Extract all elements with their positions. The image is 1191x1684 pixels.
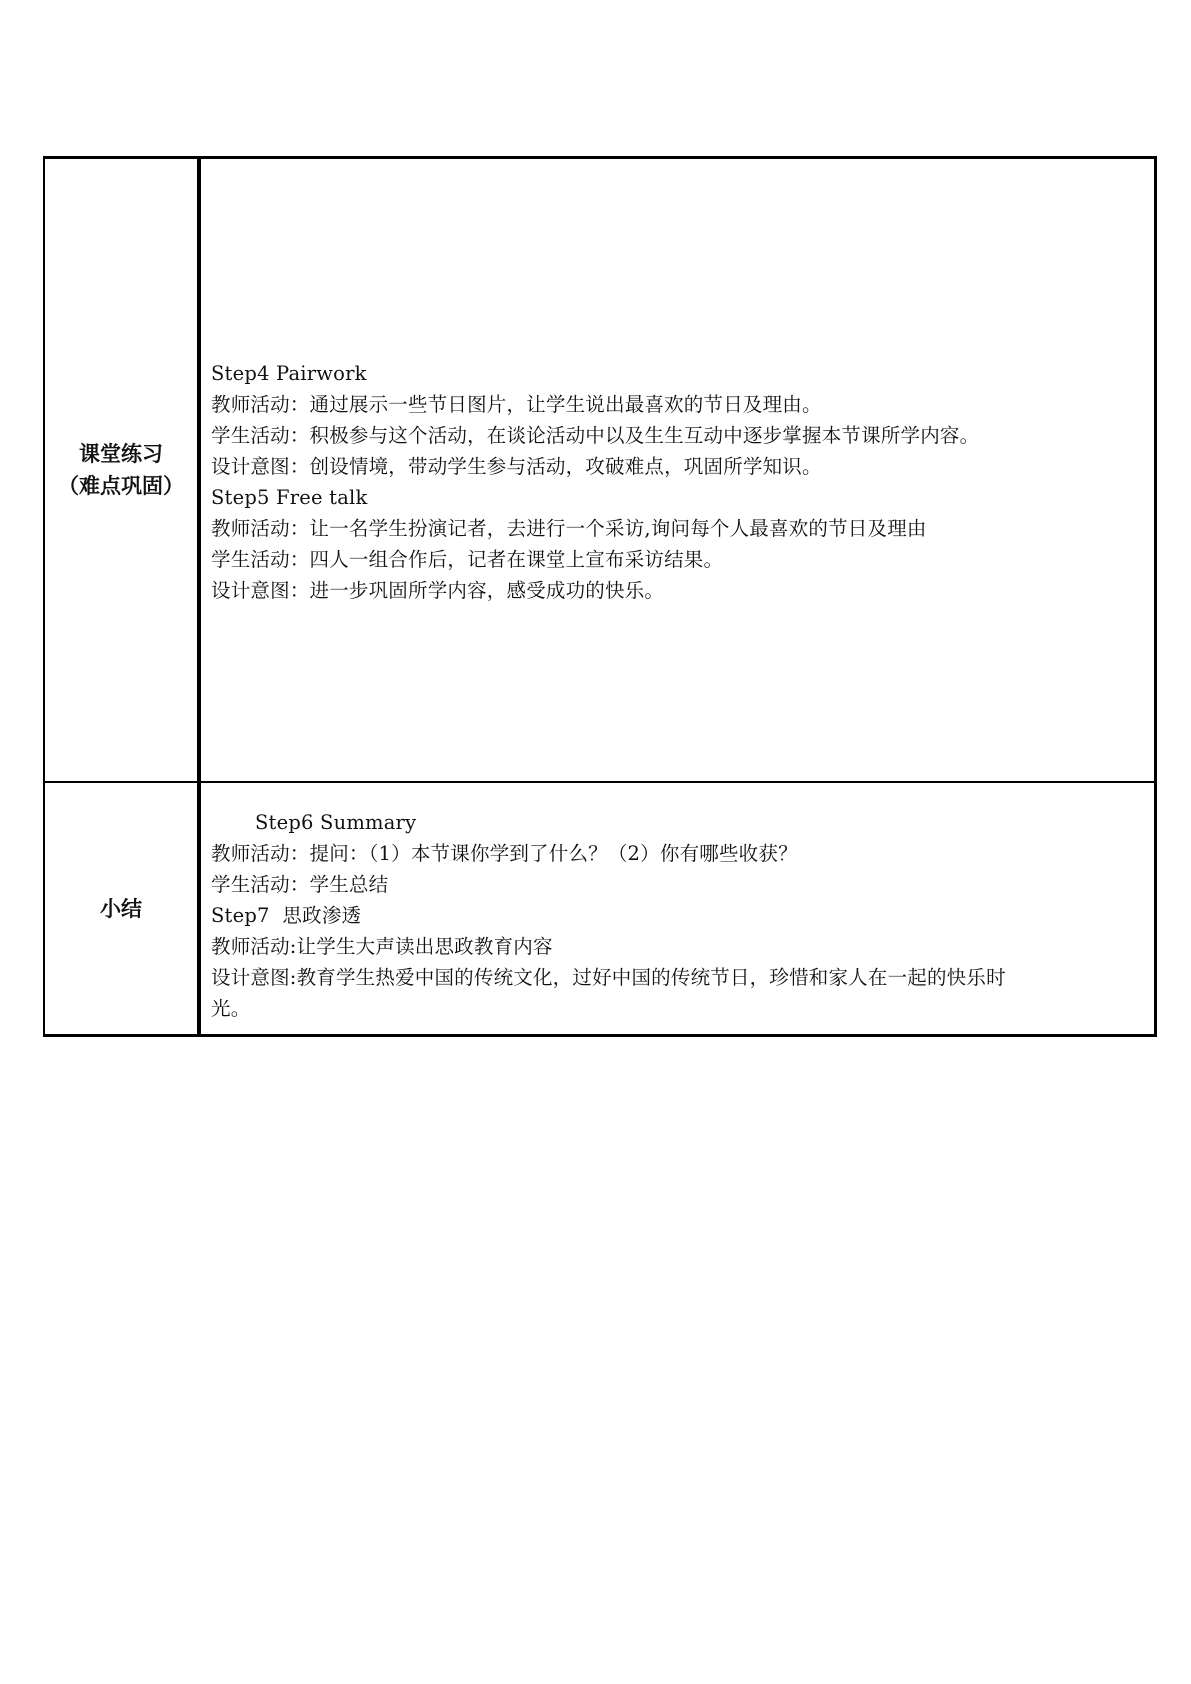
row-label-line-1: 课堂练习: [79, 442, 163, 466]
row-label-line-2: （难点巩固）: [58, 474, 184, 498]
content-line: 设计意图：进一步巩固所学内容，感受成功的快乐。: [211, 579, 665, 602]
lesson-plan-table: [43, 156, 1157, 1037]
content-cell-summary: [199, 782, 1156, 1036]
content-line: 教师活动：让一名学生扮演记者，去进行一个采访,询问每个人最喜欢的节日及理由: [211, 517, 927, 540]
practice-content: [211, 334, 1146, 606]
content-line: 学生活动：积极参与这个活动，在谈论活动中以及生生互动中逐步掌握本节课所学内容。: [211, 424, 980, 447]
content-line: 设计意图：创设情境，带动学生参与活动，攻破难点，巩固所学知识。: [211, 455, 822, 478]
row-label-summary: [44, 782, 199, 1036]
row-label-classroom-practice: [44, 158, 199, 783]
content-line: 设计意图:教育学生热爱中国的传统文化，过好中国的传统节日，珍惜和家人在一起的快乐时: [211, 966, 1006, 989]
content-line: Step6 Summary: [255, 811, 417, 834]
row-label-text: 小结: [100, 896, 142, 921]
table-row-classroom-practice: [44, 158, 1156, 783]
content-line: 学生活动：学生总结: [211, 873, 389, 896]
content-line: 教师活动：通过展示一些节日图片，让学生说出最喜欢的节日及理由。: [211, 393, 822, 416]
content-line: 教师活动：提问：（1）本节课你学到了什么？（2）你有哪些收获？: [211, 842, 798, 865]
content-cell-classroom-practice: [199, 158, 1156, 783]
content-line: Step7 思政渗透: [211, 904, 362, 927]
content-line: Step4 Pairwork: [211, 362, 367, 385]
content-line: Step5 Free talk: [211, 486, 368, 509]
content-line: 光。: [211, 997, 251, 1020]
summary-content: [211, 793, 1146, 1024]
content-line: 教师活动:让学生大声读出思政教育内容: [211, 935, 553, 958]
table-row-summary: [44, 782, 1156, 1036]
content-line: 学生活动：四人一组合作后，记者在课堂上宣布采访结果。: [211, 548, 724, 571]
